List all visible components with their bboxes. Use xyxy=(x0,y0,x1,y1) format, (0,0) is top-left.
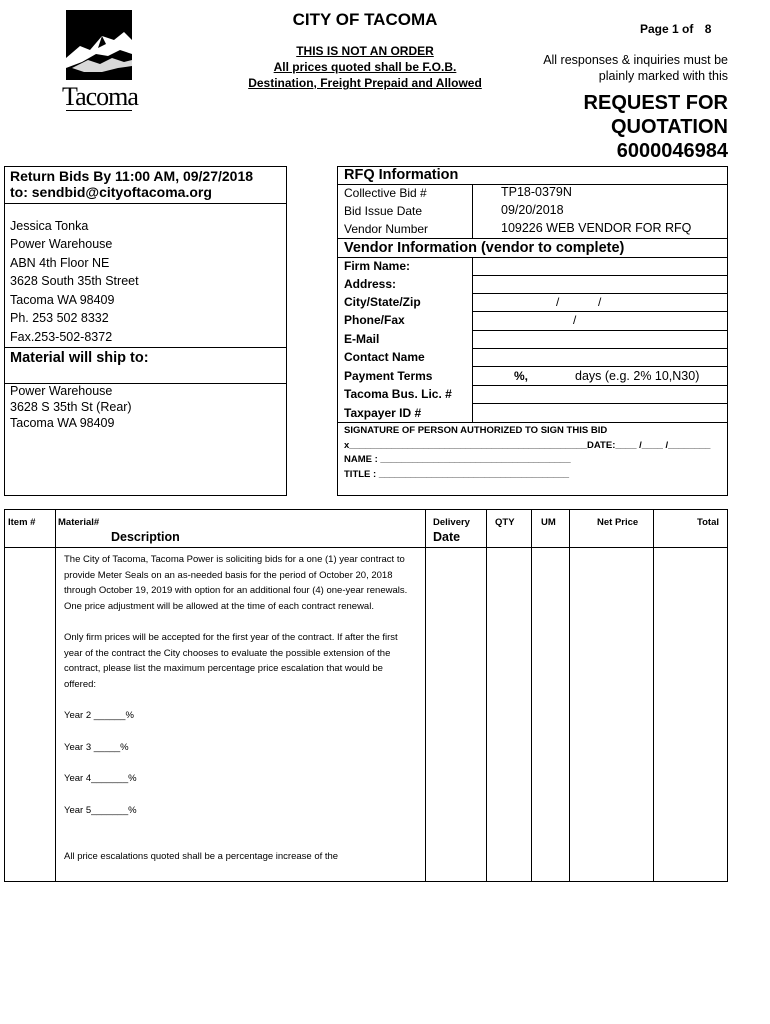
rfq-title-line1: REQUEST FOR xyxy=(583,92,728,114)
firm-name-field[interactable] xyxy=(474,258,726,274)
buyer-name: Jessica Tonka xyxy=(10,219,89,233)
col-description-header: Description xyxy=(111,530,180,544)
buyer-street: 3628 South 35th Street xyxy=(10,274,139,288)
payment-terms-label: Payment Terms xyxy=(344,369,433,383)
year-3-escalation[interactable]: Year 3 _____% xyxy=(64,741,129,753)
phone-fax-separator: / xyxy=(573,313,577,327)
return-bids-email: to: sendbid@cityoftacoma.org xyxy=(10,184,212,200)
signature-line[interactable]: x_____________________________________________DATE:____ /____ /________ xyxy=(344,440,711,451)
bus-lic-field[interactable] xyxy=(474,386,726,402)
contact-name-label: Contact Name xyxy=(344,350,425,364)
csz-separator-2: / xyxy=(598,295,602,309)
page-total: 8 xyxy=(704,22,712,36)
collective-bid-label: Collective Bid # xyxy=(344,186,427,200)
bid-issue-date-label: Bid Issue Date xyxy=(344,204,423,218)
fob-notice-line2: Destination, Freight Prepaid and Allowed xyxy=(248,76,482,90)
rfq-info-heading: RFQ Information xyxy=(344,167,459,183)
year-2-escalation[interactable]: Year 2 ______% xyxy=(64,710,134,721)
col-um-header: UM xyxy=(541,517,556,528)
payment-terms-percent: %, xyxy=(514,369,529,383)
description-paragraph-1: The City of Tacoma, Tacoma Power is soliciting bids for a one (1) year contract to provide Meter Seals on an as-needed basis for the period of October 20, 2018 through October 19, 2019 with option for an additional four (4) one-year renewals. One price adjustment will be allowed at the time of each contract renewal. xyxy=(64,554,408,612)
col-item-header: Item # xyxy=(8,517,36,528)
logo-text: Tacoma xyxy=(62,82,138,111)
ship-to-line1: Power Warehouse xyxy=(10,384,113,398)
rfq-number: 6000046984 xyxy=(616,140,728,162)
description-text xyxy=(64,552,414,881)
buyer-phone: Ph. 253 502 8332 xyxy=(10,311,109,325)
ship-to-line2: 3628 S 35th St (Rear) xyxy=(10,400,132,414)
city-state-zip-label: City/State/Zip xyxy=(344,295,421,309)
buyer-fax: Fax.253-502-8372 xyxy=(10,330,113,344)
bid-issue-date-value: 09/20/2018 xyxy=(501,203,564,217)
email-label: E-Mail xyxy=(344,332,380,346)
signature-name-line[interactable]: NAME : ____________________________________ xyxy=(344,454,571,465)
year-4-escalation[interactable]: Year 4_______% xyxy=(64,773,137,784)
contact-name-field[interactable] xyxy=(474,349,726,365)
vendor-number-label: Vendor Number xyxy=(344,222,429,236)
firm-name-label: Firm Name: xyxy=(344,259,411,273)
phone-fax-label: Phone/Fax xyxy=(344,313,405,327)
signature-title-line[interactable]: TITLE : ____________________________________ xyxy=(344,469,570,480)
description-paragraph-last: All price escalations quoted shall be a percentage increase of the xyxy=(64,851,339,862)
csz-separator-1: / xyxy=(556,295,560,309)
inquiry-note-line1: All responses & inquiries must be xyxy=(543,53,728,67)
address-label: Address: xyxy=(344,277,397,291)
vendor-number-value: 109226 WEB VENDOR FOR RFQ xyxy=(501,221,692,235)
signature-heading: SIGNATURE OF PERSON AUTHORIZED TO SIGN THIS BID xyxy=(344,425,608,436)
col-qty-header: QTY xyxy=(495,517,515,528)
city-title: CITY OF TACOMA xyxy=(292,10,438,29)
col-total-header: Total xyxy=(697,517,719,528)
col-material-header: Material# xyxy=(58,517,100,528)
buyer-floor: ABN 4th Floor NE xyxy=(10,256,110,270)
collective-bid-value: TP18-0379N xyxy=(501,185,572,199)
vendor-info-heading: Vendor Information (vendor to complete) xyxy=(344,240,625,256)
taxpayer-id-field[interactable] xyxy=(474,404,726,421)
return-bids-deadline: Return Bids By 11:00 AM, 09/27/2018 xyxy=(10,168,254,184)
description-paragraph-2: Only firm prices will be accepted for the first year of the contract. If after the first year of the contract the City chooses to evaluate the possible extension of the contract, please list the maximum percentage price escalation that would be offered: xyxy=(64,632,398,690)
buyer-dept: Power Warehouse xyxy=(10,237,113,251)
not-an-order-notice: THIS IS NOT AN ORDER xyxy=(296,44,434,58)
email-field[interactable] xyxy=(474,331,726,347)
rfq-title-line2: QUOTATION xyxy=(610,116,728,138)
payment-terms-days: days (e.g. 2% 10,N30) xyxy=(575,369,700,383)
ship-to-line3: Tacoma WA 98409 xyxy=(10,416,115,430)
year-5-escalation[interactable]: Year 5_______% xyxy=(64,804,137,816)
col-net-price-header: Net Price xyxy=(597,517,639,528)
fob-notice-line1: All prices quoted shall be F.O.B. xyxy=(273,60,457,74)
city-logo xyxy=(62,10,136,114)
address-field[interactable] xyxy=(474,276,726,292)
taxpayer-id-label: Taxpayer ID # xyxy=(344,406,422,420)
buyer-city: Tacoma WA 98409 xyxy=(10,293,115,307)
col-delivery-header: Delivery xyxy=(433,517,470,528)
phone-fax-field[interactable] xyxy=(474,312,726,328)
bus-lic-label: Tacoma Bus. Lic. # xyxy=(344,387,452,401)
page-label: Page 1 of xyxy=(640,22,694,36)
page-indicator xyxy=(640,22,711,36)
ship-to-heading: Material will ship to: xyxy=(10,350,149,366)
inquiry-note-line2: plainly marked with this xyxy=(598,69,728,83)
col-date-header: Date xyxy=(433,530,461,544)
